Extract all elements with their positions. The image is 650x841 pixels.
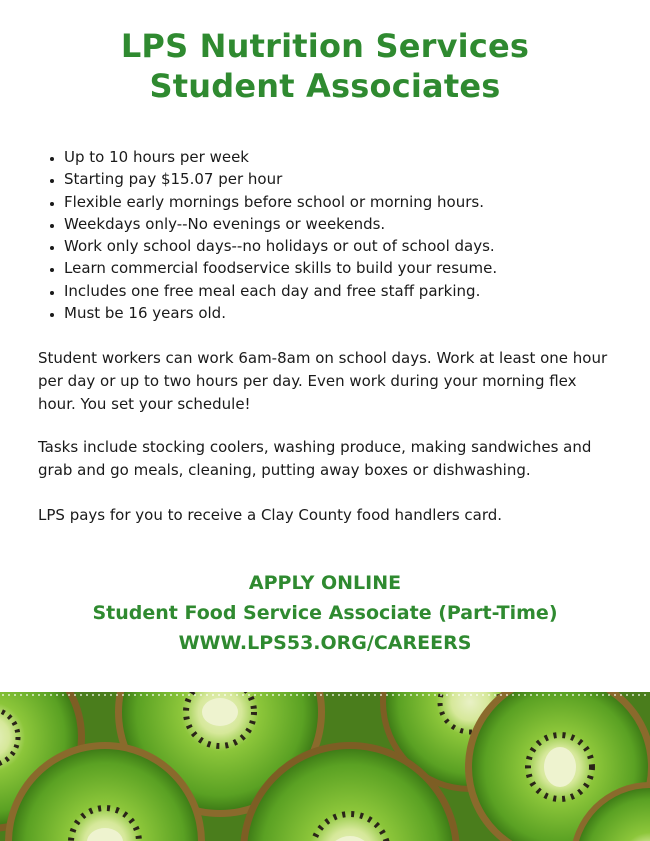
title-line-2: Student Associates (149, 67, 501, 105)
list-item: • Starting pay $15.07 per hour (64, 168, 624, 190)
food-handlers-card-paragraph: LPS pays for you to receive a Clay County food handlers card. (38, 506, 503, 524)
benefits-list (38, 146, 624, 324)
list-item: • Work only school days--no holidays or out of school days. (64, 235, 624, 257)
title-line-1: LPS Nutrition Services (120, 27, 530, 65)
kiwi-photo (0, 692, 650, 841)
dotted-border (0, 692, 650, 697)
careers-link[interactable]: WWW.LPS53.ORG/CAREERS (178, 632, 472, 654)
apply-online-heading: APPLY ONLINE (248, 572, 402, 594)
list-item: • Flexible early mornings before school or morning hours. (64, 191, 624, 213)
list-item: • Must be 16 years old. (64, 302, 624, 324)
list-item: • Weekdays only--No evenings or weekends. (64, 213, 624, 235)
job-title: Student Food Service Associate (Part-Time) (92, 602, 558, 624)
apply-section (0, 568, 650, 658)
list-item: • Learn commercial foodservice skills to build your resume. (64, 257, 624, 279)
schedule-paragraph: Student workers can work 6am-8am on school days. Work at least one hour per day or up to two hours per day. Even work during your morning flex hour. You set your schedule! (38, 349, 608, 413)
tasks-paragraph: Tasks include stocking coolers, washing produce, making sandwiches and grab and go meals, cleaning, putting away boxes or dishwashing. (38, 438, 592, 479)
list-item: • Includes one free meal each day and free staff parking. (64, 280, 624, 302)
page-title (0, 26, 650, 106)
list-item: • Up to 10 hours per week (64, 146, 624, 168)
kiwi-image (0, 692, 650, 841)
